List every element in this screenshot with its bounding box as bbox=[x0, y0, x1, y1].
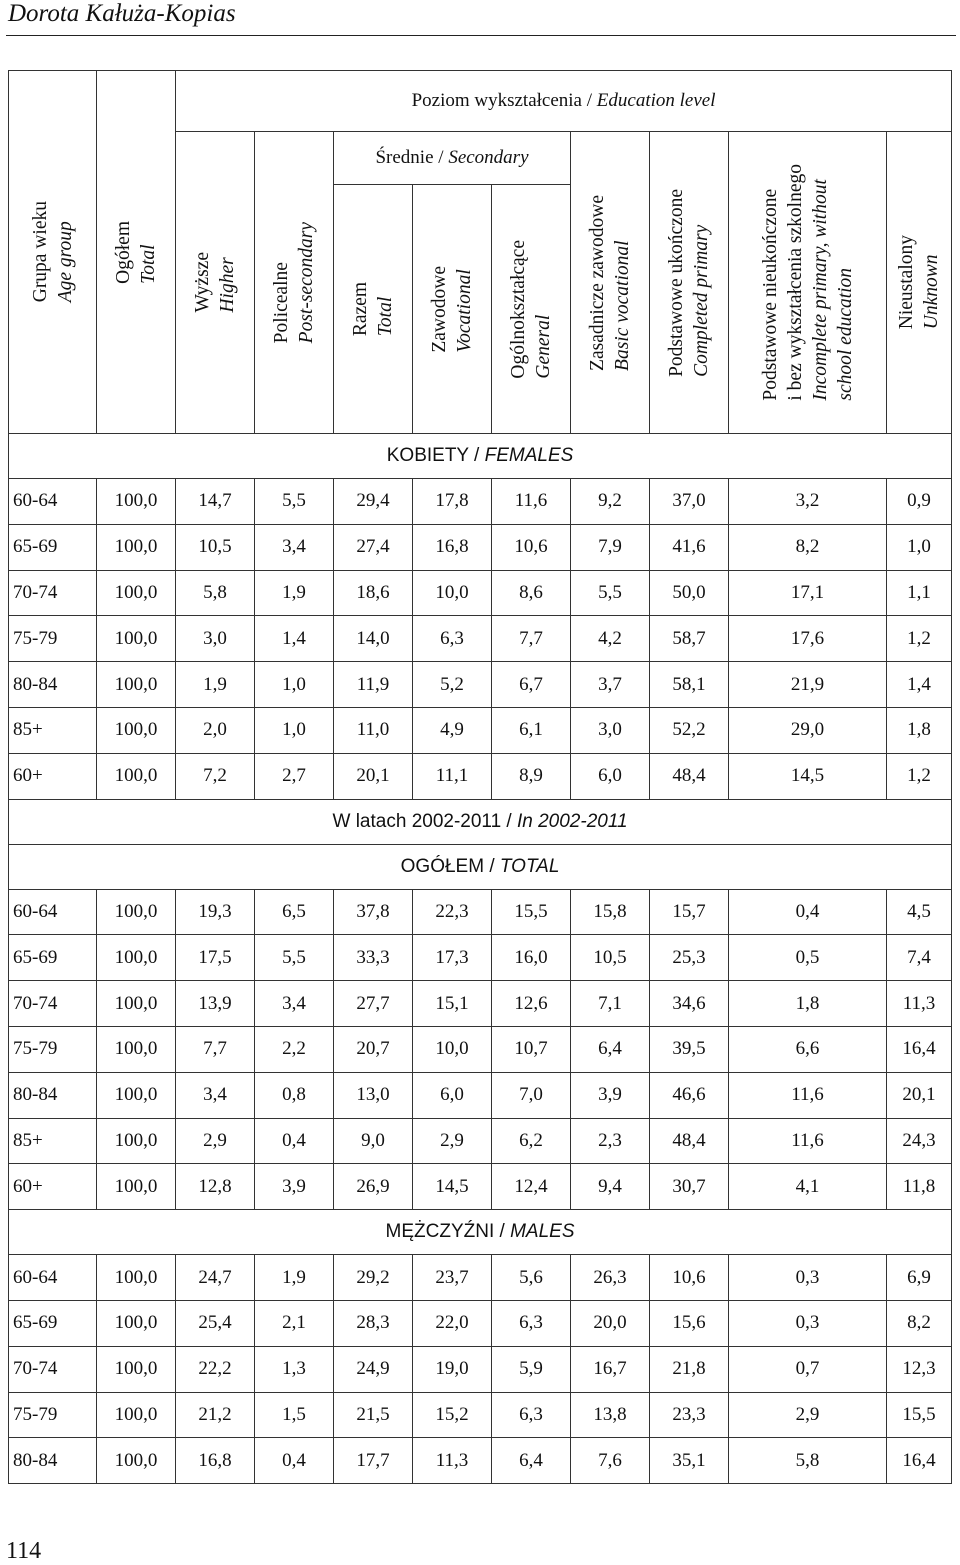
value-cell: 13,9 bbox=[176, 981, 255, 1027]
table-row bbox=[9, 1300, 952, 1346]
value-cell: 100,0 bbox=[97, 753, 176, 799]
value-cell: 10,6 bbox=[650, 1255, 729, 1301]
value-cell: 6,5 bbox=[255, 889, 334, 935]
table-row bbox=[9, 1392, 952, 1438]
value-cell: 11,3 bbox=[413, 1438, 492, 1484]
value-cell: 0,8 bbox=[255, 1072, 334, 1118]
age-group-cell: 70-74 bbox=[9, 981, 97, 1027]
value-cell: 17,7 bbox=[334, 1438, 413, 1484]
value-cell: 12,3 bbox=[887, 1346, 952, 1392]
value-cell: 0,4 bbox=[255, 1438, 334, 1484]
value-cell: 14,5 bbox=[729, 753, 887, 799]
value-cell: 7,7 bbox=[176, 1026, 255, 1072]
value-cell: 100,0 bbox=[97, 1300, 176, 1346]
females-rows bbox=[9, 479, 952, 800]
value-cell: 11,3 bbox=[887, 981, 952, 1027]
value-cell: 1,8 bbox=[887, 707, 952, 753]
value-cell: 15,2 bbox=[413, 1392, 492, 1438]
value-cell: 5,5 bbox=[255, 479, 334, 525]
value-cell: 5,5 bbox=[571, 570, 650, 616]
value-cell: 6,9 bbox=[887, 1255, 952, 1301]
table-row bbox=[9, 1346, 952, 1392]
total-rows bbox=[9, 889, 952, 1210]
value-cell: 37,8 bbox=[334, 889, 413, 935]
value-cell: 35,1 bbox=[650, 1438, 729, 1484]
value-cell: 1,2 bbox=[887, 616, 952, 662]
value-cell: 20,1 bbox=[334, 753, 413, 799]
age-group-cell: 85+ bbox=[9, 1118, 97, 1164]
value-cell: 3,0 bbox=[176, 616, 255, 662]
value-cell: 0,9 bbox=[887, 479, 952, 525]
education-table bbox=[8, 70, 952, 1484]
col-higher: Wyższe Higher bbox=[176, 132, 255, 434]
value-cell: 3,4 bbox=[255, 524, 334, 570]
value-cell: 14,5 bbox=[413, 1164, 492, 1210]
col-vocational: Zawodowe Vocational bbox=[413, 185, 492, 434]
value-cell: 27,4 bbox=[334, 524, 413, 570]
table-row bbox=[9, 479, 952, 525]
age-group-cell: 60+ bbox=[9, 1164, 97, 1210]
value-cell: 17,5 bbox=[176, 935, 255, 981]
value-cell: 27,7 bbox=[334, 981, 413, 1027]
value-cell: 6,0 bbox=[571, 753, 650, 799]
value-cell: 6,3 bbox=[492, 1392, 571, 1438]
value-cell: 24,9 bbox=[334, 1346, 413, 1392]
col-completed-primary: Podstawowe ukończone Completed primary bbox=[650, 132, 729, 434]
value-cell: 21,5 bbox=[334, 1392, 413, 1438]
value-cell: 100,0 bbox=[97, 1164, 176, 1210]
secondary-header: Średnie / Secondary bbox=[334, 132, 571, 185]
value-cell: 15,1 bbox=[413, 981, 492, 1027]
age-group-cell: 70-74 bbox=[9, 1346, 97, 1392]
value-cell: 12,4 bbox=[492, 1164, 571, 1210]
value-cell: 6,2 bbox=[492, 1118, 571, 1164]
value-cell: 16,4 bbox=[887, 1026, 952, 1072]
education-level-header: Poziom wykształcenia / Education level bbox=[176, 71, 952, 132]
value-cell: 3,9 bbox=[255, 1164, 334, 1210]
value-cell: 4,1 bbox=[729, 1164, 887, 1210]
value-cell: 21,9 bbox=[729, 662, 887, 708]
value-cell: 9,0 bbox=[334, 1118, 413, 1164]
value-cell: 2,0 bbox=[176, 707, 255, 753]
table-row bbox=[9, 889, 952, 935]
value-cell: 15,5 bbox=[887, 1392, 952, 1438]
table-row bbox=[9, 753, 952, 799]
value-cell: 6,0 bbox=[413, 1072, 492, 1118]
age-group-cell: 60-64 bbox=[9, 479, 97, 525]
value-cell: 11,8 bbox=[887, 1164, 952, 1210]
value-cell: 100,0 bbox=[97, 1072, 176, 1118]
value-cell: 41,6 bbox=[650, 524, 729, 570]
age-group-cell: 75-79 bbox=[9, 1392, 97, 1438]
value-cell: 1,0 bbox=[887, 524, 952, 570]
value-cell: 24,3 bbox=[887, 1118, 952, 1164]
value-cell: 0,4 bbox=[255, 1118, 334, 1164]
value-cell: 10,6 bbox=[492, 524, 571, 570]
value-cell: 25,4 bbox=[176, 1300, 255, 1346]
value-cell: 9,2 bbox=[571, 479, 650, 525]
value-cell: 19,0 bbox=[413, 1346, 492, 1392]
value-cell: 39,5 bbox=[650, 1026, 729, 1072]
col-general: Ogólnokształcące General bbox=[492, 185, 571, 434]
value-cell: 0,7 bbox=[729, 1346, 887, 1392]
value-cell: 10,0 bbox=[413, 1026, 492, 1072]
value-cell: 3,0 bbox=[571, 707, 650, 753]
value-cell: 58,7 bbox=[650, 616, 729, 662]
table-row bbox=[9, 1438, 952, 1484]
value-cell: 100,0 bbox=[97, 570, 176, 616]
value-cell: 13,8 bbox=[571, 1392, 650, 1438]
value-cell: 17,8 bbox=[413, 479, 492, 525]
value-cell: 7,4 bbox=[887, 935, 952, 981]
value-cell: 6,6 bbox=[729, 1026, 887, 1072]
value-cell: 20,1 bbox=[887, 1072, 952, 1118]
value-cell: 100,0 bbox=[97, 707, 176, 753]
value-cell: 6,3 bbox=[413, 616, 492, 662]
value-cell: 4,9 bbox=[413, 707, 492, 753]
table-row bbox=[9, 662, 952, 708]
col-basic-vocational: Zasadnicze zawodowe Basic vocational bbox=[571, 132, 650, 434]
section-total: OGÓŁEM / TOTAL bbox=[9, 844, 952, 889]
value-cell: 16,4 bbox=[887, 1438, 952, 1484]
value-cell: 100,0 bbox=[97, 1255, 176, 1301]
age-group-cell: 80-84 bbox=[9, 1072, 97, 1118]
value-cell: 100,0 bbox=[97, 1026, 176, 1072]
value-cell: 37,0 bbox=[650, 479, 729, 525]
value-cell: 10,5 bbox=[176, 524, 255, 570]
value-cell: 1,0 bbox=[255, 707, 334, 753]
value-cell: 24,7 bbox=[176, 1255, 255, 1301]
col-secondary-total: Razem Total bbox=[334, 185, 413, 434]
value-cell: 10,7 bbox=[492, 1026, 571, 1072]
value-cell: 22,3 bbox=[413, 889, 492, 935]
value-cell: 17,6 bbox=[729, 616, 887, 662]
value-cell: 10,5 bbox=[571, 935, 650, 981]
value-cell: 13,0 bbox=[334, 1072, 413, 1118]
value-cell: 7,6 bbox=[571, 1438, 650, 1484]
value-cell: 8,2 bbox=[887, 1300, 952, 1346]
value-cell: 3,4 bbox=[176, 1072, 255, 1118]
value-cell: 100,0 bbox=[97, 889, 176, 935]
value-cell: 1,4 bbox=[255, 616, 334, 662]
value-cell: 6,4 bbox=[571, 1026, 650, 1072]
running-head: Dorota Kałuża-Kopias bbox=[8, 0, 236, 27]
value-cell: 46,6 bbox=[650, 1072, 729, 1118]
value-cell: 48,4 bbox=[650, 753, 729, 799]
value-cell: 1,8 bbox=[729, 981, 887, 1027]
value-cell: 100,0 bbox=[97, 1392, 176, 1438]
value-cell: 1,9 bbox=[255, 570, 334, 616]
value-cell: 8,9 bbox=[492, 753, 571, 799]
value-cell: 11,6 bbox=[729, 1072, 887, 1118]
value-cell: 21,8 bbox=[650, 1346, 729, 1392]
value-cell: 11,6 bbox=[729, 1118, 887, 1164]
value-cell: 100,0 bbox=[97, 935, 176, 981]
section-males: MĘŻCZYŹNI / MALES bbox=[9, 1210, 952, 1255]
value-cell: 11,0 bbox=[334, 707, 413, 753]
value-cell: 2,2 bbox=[255, 1026, 334, 1072]
table-row bbox=[9, 1164, 952, 1210]
value-cell: 0,3 bbox=[729, 1300, 887, 1346]
value-cell: 15,7 bbox=[650, 889, 729, 935]
value-cell: 12,8 bbox=[176, 1164, 255, 1210]
table-row bbox=[9, 707, 952, 753]
value-cell: 100,0 bbox=[97, 981, 176, 1027]
value-cell: 2,9 bbox=[176, 1118, 255, 1164]
value-cell: 4,5 bbox=[887, 889, 952, 935]
value-cell: 16,8 bbox=[176, 1438, 255, 1484]
value-cell: 15,5 bbox=[492, 889, 571, 935]
value-cell: 6,4 bbox=[492, 1438, 571, 1484]
value-cell: 100,0 bbox=[97, 479, 176, 525]
value-cell: 20,0 bbox=[571, 1300, 650, 1346]
age-group-cell: 70-74 bbox=[9, 570, 97, 616]
value-cell: 3,7 bbox=[571, 662, 650, 708]
value-cell: 5,5 bbox=[255, 935, 334, 981]
value-cell: 15,8 bbox=[571, 889, 650, 935]
age-group-cell: 65-69 bbox=[9, 524, 97, 570]
section-period: W latach 2002-2011 / In 2002-2011 bbox=[9, 799, 952, 844]
value-cell: 6,7 bbox=[492, 662, 571, 708]
value-cell: 3,2 bbox=[729, 479, 887, 525]
value-cell: 100,0 bbox=[97, 1346, 176, 1392]
value-cell: 11,1 bbox=[413, 753, 492, 799]
value-cell: 10,0 bbox=[413, 570, 492, 616]
value-cell: 58,1 bbox=[650, 662, 729, 708]
page-number: 114 bbox=[6, 1538, 42, 1564]
value-cell: 1,9 bbox=[255, 1255, 334, 1301]
value-cell: 18,6 bbox=[334, 570, 413, 616]
age-group-cell: 80-84 bbox=[9, 1438, 97, 1484]
value-cell: 7,2 bbox=[176, 753, 255, 799]
table-row bbox=[9, 524, 952, 570]
age-group-cell: 60-64 bbox=[9, 1255, 97, 1301]
value-cell: 50,0 bbox=[650, 570, 729, 616]
value-cell: 29,0 bbox=[729, 707, 887, 753]
value-cell: 2,9 bbox=[413, 1118, 492, 1164]
value-cell: 29,4 bbox=[334, 479, 413, 525]
header-rule bbox=[6, 35, 956, 36]
value-cell: 22,2 bbox=[176, 1346, 255, 1392]
section-females: KOBIETY / FEMALES bbox=[9, 434, 952, 479]
value-cell: 1,3 bbox=[255, 1346, 334, 1392]
value-cell: 7,9 bbox=[571, 524, 650, 570]
value-cell: 29,2 bbox=[334, 1255, 413, 1301]
value-cell: 0,5 bbox=[729, 935, 887, 981]
value-cell: 1,9 bbox=[176, 662, 255, 708]
value-cell: 1,1 bbox=[887, 570, 952, 616]
value-cell: 100,0 bbox=[97, 662, 176, 708]
value-cell: 5,6 bbox=[492, 1255, 571, 1301]
table-row bbox=[9, 935, 952, 981]
value-cell: 6,1 bbox=[492, 707, 571, 753]
value-cell: 8,6 bbox=[492, 570, 571, 616]
value-cell: 14,0 bbox=[334, 616, 413, 662]
age-group-cell: 60-64 bbox=[9, 889, 97, 935]
value-cell: 1,4 bbox=[887, 662, 952, 708]
value-cell: 2,7 bbox=[255, 753, 334, 799]
value-cell: 5,2 bbox=[413, 662, 492, 708]
value-cell: 0,4 bbox=[729, 889, 887, 935]
value-cell: 26,9 bbox=[334, 1164, 413, 1210]
value-cell: 20,7 bbox=[334, 1026, 413, 1072]
value-cell: 2,1 bbox=[255, 1300, 334, 1346]
value-cell: 7,7 bbox=[492, 616, 571, 662]
age-group-cell: 65-69 bbox=[9, 1300, 97, 1346]
value-cell: 2,3 bbox=[571, 1118, 650, 1164]
value-cell: 28,3 bbox=[334, 1300, 413, 1346]
value-cell: 1,5 bbox=[255, 1392, 334, 1438]
value-cell: 7,0 bbox=[492, 1072, 571, 1118]
table-row bbox=[9, 1072, 952, 1118]
table-row bbox=[9, 616, 952, 662]
col-unknown: Nieustalony Unknown bbox=[887, 132, 952, 434]
age-group-cell: 80-84 bbox=[9, 662, 97, 708]
value-cell: 14,7 bbox=[176, 479, 255, 525]
value-cell: 34,6 bbox=[650, 981, 729, 1027]
value-cell: 52,2 bbox=[650, 707, 729, 753]
value-cell: 100,0 bbox=[97, 1438, 176, 1484]
value-cell: 1,0 bbox=[255, 662, 334, 708]
age-group-cell: 65-69 bbox=[9, 935, 97, 981]
age-group-cell: 75-79 bbox=[9, 616, 97, 662]
table-row bbox=[9, 981, 952, 1027]
value-cell: 6,3 bbox=[492, 1300, 571, 1346]
value-cell: 16,0 bbox=[492, 935, 571, 981]
value-cell: 33,3 bbox=[334, 935, 413, 981]
table-row bbox=[9, 1118, 952, 1164]
age-group-cell: 75-79 bbox=[9, 1026, 97, 1072]
value-cell: 23,7 bbox=[413, 1255, 492, 1301]
value-cell: 11,9 bbox=[334, 662, 413, 708]
value-cell: 26,3 bbox=[571, 1255, 650, 1301]
value-cell: 100,0 bbox=[97, 524, 176, 570]
value-cell: 16,7 bbox=[571, 1346, 650, 1392]
value-cell: 5,8 bbox=[729, 1438, 887, 1484]
age-group-cell: 85+ bbox=[9, 707, 97, 753]
value-cell: 25,3 bbox=[650, 935, 729, 981]
col-total: Ogółem Total bbox=[97, 71, 176, 434]
value-cell: 9,4 bbox=[571, 1164, 650, 1210]
value-cell: 21,2 bbox=[176, 1392, 255, 1438]
table-row bbox=[9, 1026, 952, 1072]
value-cell: 5,9 bbox=[492, 1346, 571, 1392]
col-post-secondary: Policealne Post-secondary bbox=[255, 132, 334, 434]
value-cell: 48,4 bbox=[650, 1118, 729, 1164]
value-cell: 100,0 bbox=[97, 616, 176, 662]
value-cell: 11,6 bbox=[492, 479, 571, 525]
value-cell: 16,8 bbox=[413, 524, 492, 570]
col-age-group: Grupa wieku Age group bbox=[9, 71, 97, 434]
value-cell: 2,9 bbox=[729, 1392, 887, 1438]
table-row bbox=[9, 1255, 952, 1301]
value-cell: 17,3 bbox=[413, 935, 492, 981]
value-cell: 23,3 bbox=[650, 1392, 729, 1438]
value-cell: 22,0 bbox=[413, 1300, 492, 1346]
value-cell: 100,0 bbox=[97, 1118, 176, 1164]
value-cell: 12,6 bbox=[492, 981, 571, 1027]
col-incomplete-primary: Podstawowe nieukończone i bez wykształcenia szkolnego Incomplete primary, without school education bbox=[729, 132, 887, 434]
value-cell: 5,8 bbox=[176, 570, 255, 616]
males-rows bbox=[9, 1255, 952, 1484]
value-cell: 0,3 bbox=[729, 1255, 887, 1301]
table-row bbox=[9, 570, 952, 616]
value-cell: 17,1 bbox=[729, 570, 887, 616]
value-cell: 15,6 bbox=[650, 1300, 729, 1346]
value-cell: 3,4 bbox=[255, 981, 334, 1027]
value-cell: 30,7 bbox=[650, 1164, 729, 1210]
value-cell: 8,2 bbox=[729, 524, 887, 570]
value-cell: 3,9 bbox=[571, 1072, 650, 1118]
age-group-cell: 60+ bbox=[9, 753, 97, 799]
value-cell: 4,2 bbox=[571, 616, 650, 662]
value-cell: 19,3 bbox=[176, 889, 255, 935]
value-cell: 7,1 bbox=[571, 981, 650, 1027]
value-cell: 1,2 bbox=[887, 753, 952, 799]
